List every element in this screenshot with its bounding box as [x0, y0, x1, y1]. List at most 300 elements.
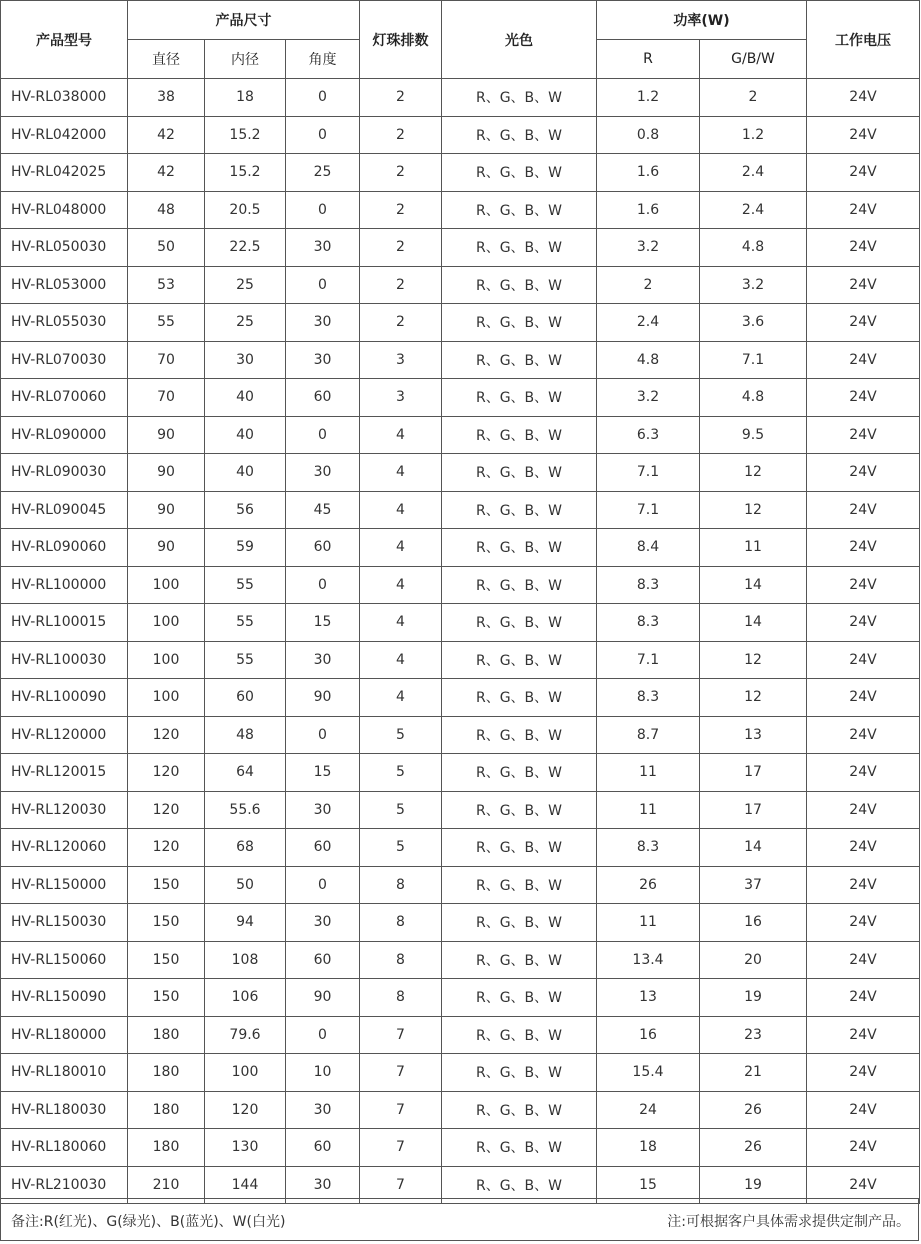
cell-inner: 50 — [205, 866, 286, 904]
cell-rows: 3 — [360, 341, 442, 379]
cell-power-gbw: 23 — [700, 1016, 807, 1054]
cell-power-r: 1.6 — [597, 154, 700, 192]
cell-model: HV-RL070030 — [1, 341, 128, 379]
cell-voltage: 24V — [807, 716, 920, 754]
table-row — [1, 266, 920, 304]
cell-angle: 15 — [286, 604, 360, 642]
cell-diameter: 50 — [128, 229, 205, 267]
cell-color: R、G、B、W — [442, 1166, 597, 1204]
cell-voltage: 24V — [807, 341, 920, 379]
cell-voltage: 24V — [807, 754, 920, 792]
cell-color: R、G、B、W — [442, 116, 597, 154]
cell-color: R、G、B、W — [442, 454, 597, 492]
cell-model: HV-RL180060 — [1, 1129, 128, 1167]
cell-angle: 30 — [286, 1091, 360, 1129]
cell-diameter: 180 — [128, 1091, 205, 1129]
cell-inner: 55 — [205, 566, 286, 604]
cell-model: HV-RL150060 — [1, 941, 128, 979]
table-row — [1, 491, 920, 529]
header-power: 功率(W) — [597, 1, 807, 40]
cell-power-gbw: 14 — [700, 604, 807, 642]
cell-diameter: 53 — [128, 266, 205, 304]
cell-model: HV-RL042025 — [1, 154, 128, 192]
cell-color: R、G、B、W — [442, 1054, 597, 1092]
cell-diameter: 48 — [128, 191, 205, 229]
cell-color: R、G、B、W — [442, 191, 597, 229]
cell-diameter: 42 — [128, 154, 205, 192]
cell-diameter: 55 — [128, 304, 205, 342]
table-row — [1, 341, 920, 379]
cell-model: HV-RL090045 — [1, 491, 128, 529]
cell-rows: 4 — [360, 416, 442, 454]
cell-power-r: 7.1 — [597, 454, 700, 492]
cell-diameter: 100 — [128, 679, 205, 717]
cell-voltage: 24V — [807, 679, 920, 717]
cell-inner: 25 — [205, 304, 286, 342]
cell-inner: 68 — [205, 829, 286, 867]
cell-voltage: 24V — [807, 1091, 920, 1129]
table-row — [1, 454, 920, 492]
cell-voltage: 24V — [807, 266, 920, 304]
cell-power-gbw: 17 — [700, 754, 807, 792]
cell-inner: 55.6 — [205, 791, 286, 829]
table-row — [1, 416, 920, 454]
cell-angle: 0 — [286, 79, 360, 117]
table-row — [1, 1091, 920, 1129]
header-voltage: 工作电压 — [807, 1, 920, 79]
cell-power-gbw: 17 — [700, 791, 807, 829]
cell-model: HV-RL100090 — [1, 679, 128, 717]
cell-color: R、G、B、W — [442, 229, 597, 267]
cell-voltage: 24V — [807, 566, 920, 604]
cell-power-gbw: 3.6 — [700, 304, 807, 342]
cell-diameter: 90 — [128, 529, 205, 567]
cell-power-gbw: 21 — [700, 1054, 807, 1092]
cell-power-r: 15 — [597, 1166, 700, 1204]
cell-power-gbw: 13 — [700, 716, 807, 754]
cell-model: HV-RL053000 — [1, 266, 128, 304]
cell-model: HV-RL120060 — [1, 829, 128, 867]
table-row — [1, 1129, 920, 1167]
cell-power-r: 24 — [597, 1091, 700, 1129]
cell-angle: 0 — [286, 416, 360, 454]
table-row — [1, 1016, 920, 1054]
cell-diameter: 180 — [128, 1054, 205, 1092]
cell-voltage: 24V — [807, 491, 920, 529]
cell-power-gbw: 19 — [700, 1166, 807, 1204]
table-row — [1, 604, 920, 642]
table-row — [1, 679, 920, 717]
cell-diameter: 90 — [128, 491, 205, 529]
cell-voltage: 24V — [807, 604, 920, 642]
cell-angle: 30 — [286, 1166, 360, 1204]
cell-diameter: 150 — [128, 941, 205, 979]
cell-color: R、G、B、W — [442, 829, 597, 867]
header-angle: 角度 — [286, 40, 360, 79]
cell-power-gbw: 26 — [700, 1129, 807, 1167]
cell-power-r: 8.4 — [597, 529, 700, 567]
cell-angle: 30 — [286, 229, 360, 267]
cell-color: R、G、B、W — [442, 641, 597, 679]
cell-power-r: 3.2 — [597, 229, 700, 267]
table-row — [1, 116, 920, 154]
cell-rows: 2 — [360, 116, 442, 154]
cell-inner: 15.2 — [205, 116, 286, 154]
cell-power-gbw: 2.4 — [700, 191, 807, 229]
cell-voltage: 24V — [807, 529, 920, 567]
table-row — [1, 941, 920, 979]
cell-diameter: 100 — [128, 604, 205, 642]
cell-rows: 4 — [360, 491, 442, 529]
notes-customization: 注:可根据客户具体需求提供定制产品。 — [667, 1214, 910, 1230]
cell-angle: 15 — [286, 754, 360, 792]
cell-angle: 60 — [286, 529, 360, 567]
cell-rows: 2 — [360, 304, 442, 342]
cell-power-r: 1.6 — [597, 191, 700, 229]
cell-rows: 5 — [360, 754, 442, 792]
table-row — [1, 379, 920, 417]
table-row — [1, 304, 920, 342]
cell-rows: 4 — [360, 604, 442, 642]
cell-diameter: 90 — [128, 416, 205, 454]
cell-voltage: 24V — [807, 116, 920, 154]
cell-model: HV-RL042000 — [1, 116, 128, 154]
cell-color: R、G、B、W — [442, 79, 597, 117]
cell-power-gbw: 2.4 — [700, 154, 807, 192]
cell-voltage: 24V — [807, 904, 920, 942]
cell-inner: 22.5 — [205, 229, 286, 267]
cell-power-gbw: 12 — [700, 641, 807, 679]
table-row — [1, 791, 920, 829]
cell-color: R、G、B、W — [442, 754, 597, 792]
cell-voltage: 24V — [807, 304, 920, 342]
table-row — [1, 1054, 920, 1092]
cell-voltage: 24V — [807, 454, 920, 492]
cell-inner: 55 — [205, 641, 286, 679]
cell-diameter: 70 — [128, 341, 205, 379]
cell-angle: 10 — [286, 1054, 360, 1092]
cell-color: R、G、B、W — [442, 1091, 597, 1129]
cell-color: R、G、B、W — [442, 716, 597, 754]
cell-angle: 30 — [286, 641, 360, 679]
cell-inner: 144 — [205, 1166, 286, 1204]
cell-power-r: 0.8 — [597, 116, 700, 154]
header-diameter: 直径 — [128, 40, 205, 79]
cell-power-r: 3.2 — [597, 379, 700, 417]
cell-power-gbw: 2 — [700, 79, 807, 117]
cell-power-r: 6.3 — [597, 416, 700, 454]
cell-voltage: 24V — [807, 154, 920, 192]
cell-model: HV-RL180030 — [1, 1091, 128, 1129]
cell-color: R、G、B、W — [442, 679, 597, 717]
cell-diameter: 120 — [128, 829, 205, 867]
cell-power-gbw: 12 — [700, 454, 807, 492]
cell-model: HV-RL150030 — [1, 904, 128, 942]
cell-angle: 30 — [286, 304, 360, 342]
cell-diameter: 120 — [128, 791, 205, 829]
cell-diameter: 210 — [128, 1166, 205, 1204]
cell-model: HV-RL180010 — [1, 1054, 128, 1092]
cell-inner: 60 — [205, 679, 286, 717]
table-row — [1, 904, 920, 942]
cell-voltage: 24V — [807, 1016, 920, 1054]
cell-color: R、G、B、W — [442, 566, 597, 604]
cell-inner: 59 — [205, 529, 286, 567]
cell-color: R、G、B、W — [442, 904, 597, 942]
cell-diameter: 70 — [128, 379, 205, 417]
cell-color: R、G、B、W — [442, 941, 597, 979]
cell-rows: 8 — [360, 866, 442, 904]
cell-color: R、G、B、W — [442, 791, 597, 829]
cell-power-r: 13.4 — [597, 941, 700, 979]
cell-power-r: 8.3 — [597, 829, 700, 867]
cell-inner: 48 — [205, 716, 286, 754]
cell-angle: 30 — [286, 341, 360, 379]
cell-voltage: 24V — [807, 416, 920, 454]
cell-angle: 60 — [286, 379, 360, 417]
table-row — [1, 566, 920, 604]
cell-power-gbw: 7.1 — [700, 341, 807, 379]
cell-power-gbw: 16 — [700, 904, 807, 942]
cell-rows: 2 — [360, 266, 442, 304]
cell-power-gbw: 37 — [700, 866, 807, 904]
notes-bar — [0, 1198, 919, 1241]
cell-voltage: 24V — [807, 191, 920, 229]
cell-rows: 5 — [360, 716, 442, 754]
cell-power-gbw: 9.5 — [700, 416, 807, 454]
cell-power-r: 8.7 — [597, 716, 700, 754]
cell-diameter: 120 — [128, 754, 205, 792]
cell-angle: 60 — [286, 941, 360, 979]
cell-model: HV-RL180000 — [1, 1016, 128, 1054]
cell-voltage: 24V — [807, 866, 920, 904]
cell-angle: 90 — [286, 979, 360, 1017]
cell-power-gbw: 12 — [700, 491, 807, 529]
cell-power-r: 8.3 — [597, 679, 700, 717]
cell-color: R、G、B、W — [442, 416, 597, 454]
header-model: 产品型号 — [1, 1, 128, 79]
cell-angle: 60 — [286, 829, 360, 867]
cell-model: HV-RL090030 — [1, 454, 128, 492]
cell-rows: 5 — [360, 829, 442, 867]
cell-model: HV-RL090060 — [1, 529, 128, 567]
cell-model: HV-RL120015 — [1, 754, 128, 792]
cell-power-r: 13 — [597, 979, 700, 1017]
cell-rows: 7 — [360, 1091, 442, 1129]
table-row — [1, 866, 920, 904]
table-row — [1, 154, 920, 192]
cell-model: HV-RL070060 — [1, 379, 128, 417]
cell-power-r: 11 — [597, 754, 700, 792]
cell-power-r: 2 — [597, 266, 700, 304]
cell-inner: 100 — [205, 1054, 286, 1092]
header-rows: 灯珠排数 — [360, 1, 442, 79]
cell-inner: 25 — [205, 266, 286, 304]
cell-inner: 18 — [205, 79, 286, 117]
cell-diameter: 42 — [128, 116, 205, 154]
cell-rows: 4 — [360, 454, 442, 492]
table-row — [1, 79, 920, 117]
cell-angle: 0 — [286, 1016, 360, 1054]
cell-voltage: 24V — [807, 979, 920, 1017]
cell-angle: 25 — [286, 154, 360, 192]
cell-voltage: 24V — [807, 791, 920, 829]
cell-inner: 40 — [205, 454, 286, 492]
cell-rows: 8 — [360, 941, 442, 979]
table-row — [1, 979, 920, 1017]
cell-angle: 30 — [286, 454, 360, 492]
table-row — [1, 641, 920, 679]
cell-inner: 120 — [205, 1091, 286, 1129]
header-power-r: R — [597, 40, 700, 79]
cell-power-gbw: 11 — [700, 529, 807, 567]
cell-voltage: 24V — [807, 379, 920, 417]
cell-inner: 40 — [205, 379, 286, 417]
cell-angle: 0 — [286, 116, 360, 154]
table-row — [1, 716, 920, 754]
cell-angle: 0 — [286, 566, 360, 604]
cell-color: R、G、B、W — [442, 1129, 597, 1167]
cell-angle: 0 — [286, 866, 360, 904]
cell-diameter: 90 — [128, 454, 205, 492]
cell-voltage: 24V — [807, 941, 920, 979]
cell-diameter: 150 — [128, 866, 205, 904]
cell-power-r: 8.3 — [597, 604, 700, 642]
header-inner: 内径 — [205, 40, 286, 79]
cell-rows: 2 — [360, 79, 442, 117]
cell-color: R、G、B、W — [442, 154, 597, 192]
table-row — [1, 529, 920, 567]
notes-legend: 备注:R(红光)、G(绿光)、B(蓝光)、W(白光) — [11, 1214, 286, 1230]
cell-inner: 79.6 — [205, 1016, 286, 1054]
cell-angle: 45 — [286, 491, 360, 529]
cell-rows: 4 — [360, 529, 442, 567]
cell-angle: 30 — [286, 791, 360, 829]
cell-model: HV-RL120030 — [1, 791, 128, 829]
cell-color: R、G、B、W — [442, 979, 597, 1017]
cell-inner: 108 — [205, 941, 286, 979]
cell-model: HV-RL150090 — [1, 979, 128, 1017]
header-color: 光色 — [442, 1, 597, 79]
cell-model: HV-RL090000 — [1, 416, 128, 454]
cell-rows: 7 — [360, 1016, 442, 1054]
cell-inner: 56 — [205, 491, 286, 529]
cell-diameter: 180 — [128, 1016, 205, 1054]
header-power-gbw: G/B/W — [700, 40, 807, 79]
cell-power-r: 15.4 — [597, 1054, 700, 1092]
cell-diameter: 150 — [128, 904, 205, 942]
cell-voltage: 24V — [807, 1054, 920, 1092]
cell-power-r: 11 — [597, 904, 700, 942]
cell-inner: 130 — [205, 1129, 286, 1167]
cell-rows: 4 — [360, 679, 442, 717]
cell-diameter: 180 — [128, 1129, 205, 1167]
table-body — [1, 79, 920, 1204]
cell-angle: 30 — [286, 904, 360, 942]
cell-power-r: 7.1 — [597, 491, 700, 529]
cell-inner: 94 — [205, 904, 286, 942]
cell-power-gbw: 26 — [700, 1091, 807, 1129]
cell-power-gbw: 3.2 — [700, 266, 807, 304]
cell-angle: 90 — [286, 679, 360, 717]
cell-power-gbw: 1.2 — [700, 116, 807, 154]
cell-power-r: 8.3 — [597, 566, 700, 604]
cell-rows: 2 — [360, 191, 442, 229]
cell-power-r: 11 — [597, 791, 700, 829]
header-size: 产品尺寸 — [128, 1, 360, 40]
table-row — [1, 229, 920, 267]
cell-diameter: 150 — [128, 979, 205, 1017]
cell-power-gbw: 14 — [700, 566, 807, 604]
cell-voltage: 24V — [807, 1166, 920, 1204]
cell-color: R、G、B、W — [442, 1016, 597, 1054]
cell-angle: 0 — [286, 716, 360, 754]
table-row — [1, 754, 920, 792]
cell-angle: 0 — [286, 191, 360, 229]
cell-inner: 64 — [205, 754, 286, 792]
cell-rows: 2 — [360, 229, 442, 267]
cell-power-r: 2.4 — [597, 304, 700, 342]
cell-voltage: 24V — [807, 79, 920, 117]
cell-power-gbw: 12 — [700, 679, 807, 717]
cell-rows: 8 — [360, 979, 442, 1017]
cell-diameter: 100 — [128, 566, 205, 604]
table-row — [1, 191, 920, 229]
cell-model: HV-RL048000 — [1, 191, 128, 229]
cell-color: R、G、B、W — [442, 491, 597, 529]
cell-voltage: 24V — [807, 1129, 920, 1167]
cell-color: R、G、B、W — [442, 529, 597, 567]
cell-model: HV-RL050030 — [1, 229, 128, 267]
table-row — [1, 829, 920, 867]
cell-diameter: 38 — [128, 79, 205, 117]
cell-inner: 106 — [205, 979, 286, 1017]
cell-power-gbw: 4.8 — [700, 229, 807, 267]
cell-color: R、G、B、W — [442, 304, 597, 342]
cell-voltage: 24V — [807, 829, 920, 867]
cell-model: HV-RL150000 — [1, 866, 128, 904]
cell-power-r: 1.2 — [597, 79, 700, 117]
cell-rows: 2 — [360, 154, 442, 192]
cell-power-gbw: 14 — [700, 829, 807, 867]
cell-power-r: 18 — [597, 1129, 700, 1167]
cell-inner: 40 — [205, 416, 286, 454]
cell-color: R、G、B、W — [442, 379, 597, 417]
cell-inner: 15.2 — [205, 154, 286, 192]
cell-model: HV-RL100000 — [1, 566, 128, 604]
cell-model: HV-RL100030 — [1, 641, 128, 679]
cell-color: R、G、B、W — [442, 266, 597, 304]
cell-rows: 7 — [360, 1129, 442, 1167]
cell-voltage: 24V — [807, 229, 920, 267]
cell-diameter: 100 — [128, 641, 205, 679]
cell-rows: 3 — [360, 379, 442, 417]
cell-model: HV-RL100015 — [1, 604, 128, 642]
cell-color: R、G、B、W — [442, 866, 597, 904]
cell-rows: 7 — [360, 1054, 442, 1092]
cell-voltage: 24V — [807, 641, 920, 679]
cell-rows: 5 — [360, 791, 442, 829]
cell-power-r: 7.1 — [597, 641, 700, 679]
cell-rows: 4 — [360, 641, 442, 679]
cell-model: HV-RL210030 — [1, 1166, 128, 1204]
cell-inner: 30 — [205, 341, 286, 379]
cell-rows: 7 — [360, 1166, 442, 1204]
cell-color: R、G、B、W — [442, 604, 597, 642]
cell-power-gbw: 4.8 — [700, 379, 807, 417]
cell-angle: 0 — [286, 266, 360, 304]
cell-power-gbw: 19 — [700, 979, 807, 1017]
